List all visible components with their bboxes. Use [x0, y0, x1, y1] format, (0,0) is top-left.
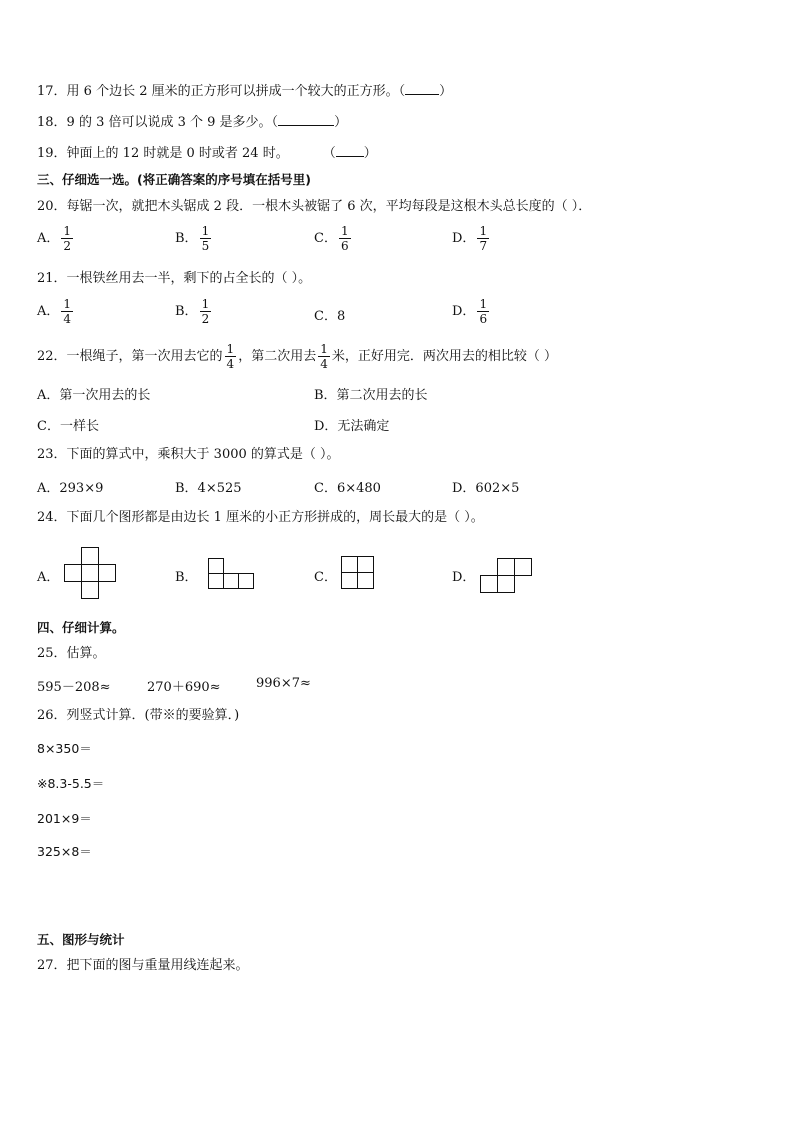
step-shape-figure: [480, 558, 534, 594]
question-18: 18．9 的 3 倍可以说成 3 个 9 是多少。（ ）: [37, 115, 348, 130]
option-d[interactable]: D． $\frac{1}{7}$: [452, 224, 488, 253]
answer-blank[interactable]: [278, 113, 334, 126]
fraction: $\frac{1}{2}$: [201, 297, 210, 326]
question-22-text: 22．一根绳子，第一次用去它的 $\frac{1}{4}$ ，第二次用去 $\frac{1}{4}$ 米，正好用完．两次用去的相比较（ ）: [37, 342, 557, 371]
option-c[interactable]: C． $\frac{1}{6}$: [314, 224, 349, 253]
fraction: $\frac{1}{4}$: [320, 342, 328, 371]
option-d[interactable]: D．: [452, 570, 476, 585]
question-27-text: 27．把下面的图与重量用线连起来。: [37, 958, 249, 973]
question-24-text: 24．下面几个图形都是由边长 1 厘米的小正方形拼成的，周长最大的是（ ）。: [37, 510, 484, 525]
calc-item: 201×9＝: [37, 811, 92, 826]
cross-shape-figure: [64, 547, 118, 601]
option-b[interactable]: B． $\frac{1}{5}$: [175, 224, 210, 253]
option-c[interactable]: C．: [314, 570, 337, 585]
fraction: $\frac{1}{4}$: [63, 297, 72, 326]
option-a[interactable]: A． $\frac{1}{2}$: [37, 224, 72, 253]
l-shape-figure: [208, 558, 258, 592]
option-b[interactable]: B．: [175, 570, 198, 585]
fraction: $\frac{1}{5}$: [201, 224, 210, 253]
question-25-text: 25．估算。: [37, 646, 106, 661]
option-d[interactable]: D．602×5: [452, 481, 520, 496]
estimate-item: 270＋690≈: [147, 680, 221, 695]
estimate-item: 595－208≈: [37, 680, 111, 695]
question-19-text: 19．钟面上的 12 时就是 0 时或者 24 时。: [37, 146, 289, 161]
option-d[interactable]: D． $\frac{1}{6}$: [452, 297, 488, 326]
estimate-item: 996×7≈: [256, 676, 311, 691]
section-4-heading: 四、仔细计算。: [37, 620, 125, 635]
option-b[interactable]: B．4×525: [175, 481, 242, 496]
fraction: $\frac{1}{2}$: [63, 224, 72, 253]
option-b[interactable]: B． $\frac{1}{2}$: [175, 297, 210, 326]
square-shape-figure: [341, 556, 377, 592]
section-5-heading: 五、图形与统计: [37, 932, 125, 947]
fraction: $\frac{1}{7}$: [479, 224, 488, 253]
option-a[interactable]: A．第一次用去的长: [37, 388, 151, 403]
fraction: $\frac{1}{6}$: [479, 297, 488, 326]
question-17: 17．用 6 个边长 2 厘米的正方形可以拼成一个较大的正方形。（ ）: [37, 84, 453, 99]
option-c[interactable]: C．8: [314, 309, 346, 324]
fraction: $\frac{1}{4}$: [226, 342, 235, 371]
option-a[interactable]: A．: [37, 570, 60, 585]
option-c[interactable]: C．6×480: [314, 481, 381, 496]
question-23-text: 23．下面的算式中，乘积大于 3000 的算式是（ ）。: [37, 447, 340, 462]
option-a[interactable]: A． $\frac{1}{4}$: [37, 297, 72, 326]
answer-blank[interactable]: [336, 144, 364, 157]
question-17-text: 17．用 6 个边长 2 厘米的正方形可以拼成一个较大的正方形。（: [37, 84, 406, 99]
fraction: $\frac{1}{6}$: [340, 224, 349, 253]
option-a[interactable]: A．293×9: [37, 481, 104, 496]
calc-item: 325×8＝: [37, 844, 92, 859]
question-26-text: 26．列竖式计算．(带※的要验算．): [37, 708, 240, 723]
question-19: 19．钟面上的 12 时就是 0 时或者 24 时。 （ ）: [37, 146, 377, 161]
section-3-heading: 三、仔细选一选。(将正确答案的序号填在括号里): [37, 172, 311, 187]
option-d[interactable]: D．无法确定: [314, 419, 390, 434]
question-18-text: 18．9 的 3 倍可以说成 3 个 9 是多少。（: [37, 115, 279, 130]
calc-item: 8×350＝: [37, 741, 92, 756]
answer-blank[interactable]: [405, 82, 439, 95]
option-c[interactable]: C．一样长: [37, 419, 99, 434]
question-20-text: 20．每锯一次，就把木头锯成 2 段．一根木头被锯了 6 次，平均每段是这根木头总长度的（ ）．: [37, 199, 592, 214]
question-21-text: 21．一根铁丝用去一半，剩下的占全长的（ ）。: [37, 271, 312, 286]
calc-item: ※8.3-5.5＝: [37, 776, 105, 791]
option-b[interactable]: B．第二次用去的长: [314, 388, 428, 403]
